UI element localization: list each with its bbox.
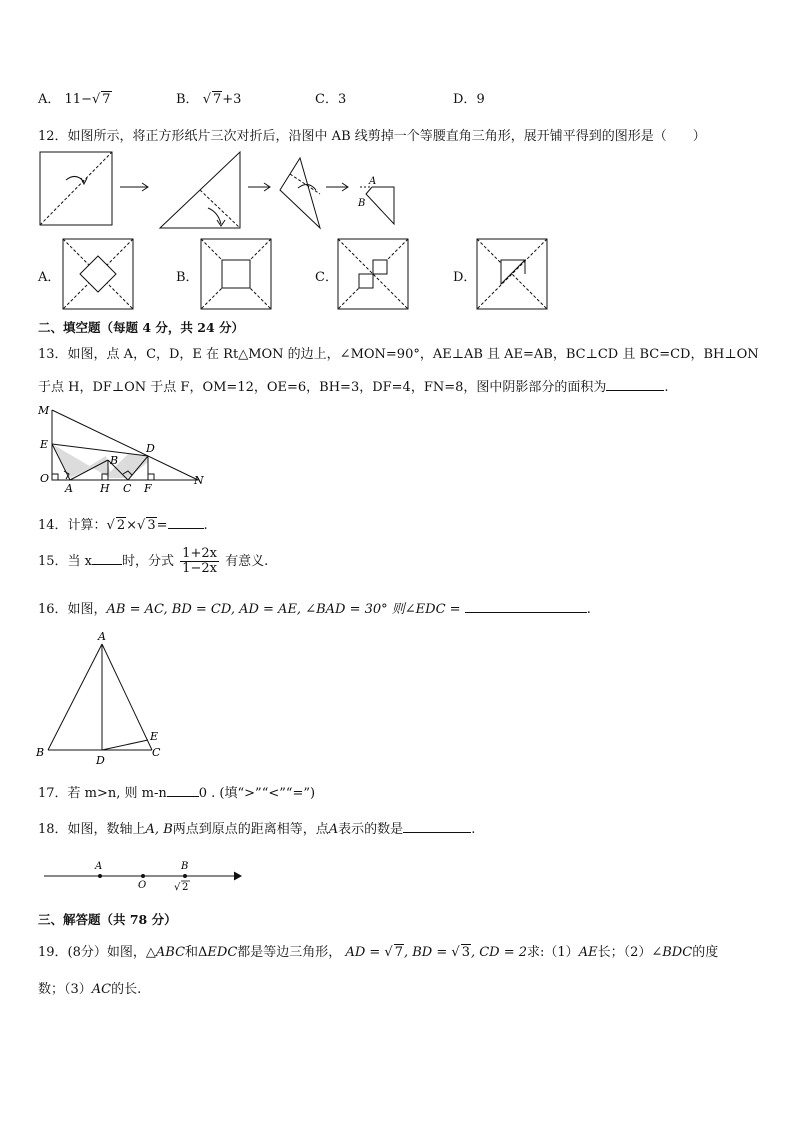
q18-number-line bbox=[40, 856, 250, 896]
q18-sqrt-sign: √ bbox=[174, 882, 181, 893]
q12-option-c-label: C． bbox=[315, 270, 338, 285]
q18-label-b: B bbox=[181, 861, 189, 872]
q12-option-b-label: B． bbox=[176, 270, 199, 285]
q14: 14．计算：√ 2×√ 3= . bbox=[38, 514, 208, 533]
q12-option-d-label: D． bbox=[453, 270, 477, 285]
q19-line1: 19．(8分）如图，△ABC和ΔEDC都是等边三角形， AD = √ 7, BD = √ 3, CD = 2求:（1）AE长；（2）∠BDC的度 bbox=[38, 945, 719, 960]
q13-label-b: B bbox=[110, 454, 119, 467]
q18-sqrt-value: 2 bbox=[182, 882, 189, 893]
q12-figures bbox=[36, 150, 576, 310]
q15-fraction: $\frac{1+2x}{1-2x}$ bbox=[182, 546, 217, 576]
q13-line1: 13．如图，点 A，C，D，E 在 Rt△MON 的边上，∠MON=90°，AE⊥AB 且 AE=AB，BC⊥CD 且 BC=CD，BH⊥ON bbox=[38, 347, 759, 362]
q16-label-e: E bbox=[150, 730, 159, 743]
q19-line2: 数；（3）AC的长. bbox=[38, 982, 142, 997]
q13-label-c: C bbox=[123, 482, 132, 492]
q16-figure bbox=[34, 628, 174, 770]
q13-figure bbox=[36, 400, 216, 492]
label-b: B bbox=[358, 198, 366, 209]
q13-label-a: A bbox=[65, 482, 73, 492]
q12-text: 12．如图所示，将正方形纸片三次对折后，沿图中 AB 线剪掉一个等腰直角三角形，展开铺平得到的图形是（ ） bbox=[38, 129, 706, 144]
q13-label-d: D bbox=[146, 442, 155, 455]
q16-label-c: C bbox=[152, 746, 161, 759]
section-2-heading: 二、填空题（每题 4 分，共 24 分） bbox=[38, 320, 245, 335]
q13-label-o: O bbox=[40, 472, 50, 485]
q16-label-d: D bbox=[96, 754, 105, 767]
q11-option-c: C．3 bbox=[315, 92, 347, 107]
q11-option-d: D．9 bbox=[453, 92, 485, 107]
q13-label-h: H bbox=[100, 482, 110, 492]
q13-label-e: E bbox=[40, 438, 49, 451]
section-3-heading: 三、解答题（共 78 分） bbox=[38, 912, 177, 927]
q17: 17．若 m>n, 则 m-n 0 . (填“>”“<”“=”) bbox=[38, 782, 315, 801]
q13-label-n: N bbox=[194, 474, 204, 487]
q13-label-m: M bbox=[38, 404, 50, 417]
q16-label-a: A bbox=[98, 630, 106, 643]
q16: 16．如图，AB = AC, BD = CD, AD = AE, ∠BAD = 30° 则∠EDC = . bbox=[38, 598, 591, 617]
q13-line2: 于点 H，DF⊥ON 于点 F，OM=12，OE=6，BH=3，DF=4，FN=8，图中阴影部分的面积为 . bbox=[38, 376, 669, 395]
q12-option-a-label: A． bbox=[38, 270, 61, 285]
q18-label-o: O bbox=[138, 880, 147, 891]
q11-option-a: A． 11−√ 7 bbox=[38, 92, 111, 107]
q18-label-a: A bbox=[95, 861, 103, 872]
q13-label-f: F bbox=[144, 482, 152, 492]
q16-label-b: B bbox=[36, 746, 45, 759]
q11-option-b: B． √ 7+3 bbox=[176, 92, 242, 107]
q18: 18．如图，数轴上A, B两点到原点的距离相等，点A表示的数是 . bbox=[38, 818, 475, 837]
q15: 15．当 x 时，分式 $\frac{1+2x}{1-2x}$ 有意义. bbox=[38, 546, 269, 576]
label-a: A bbox=[369, 176, 377, 187]
